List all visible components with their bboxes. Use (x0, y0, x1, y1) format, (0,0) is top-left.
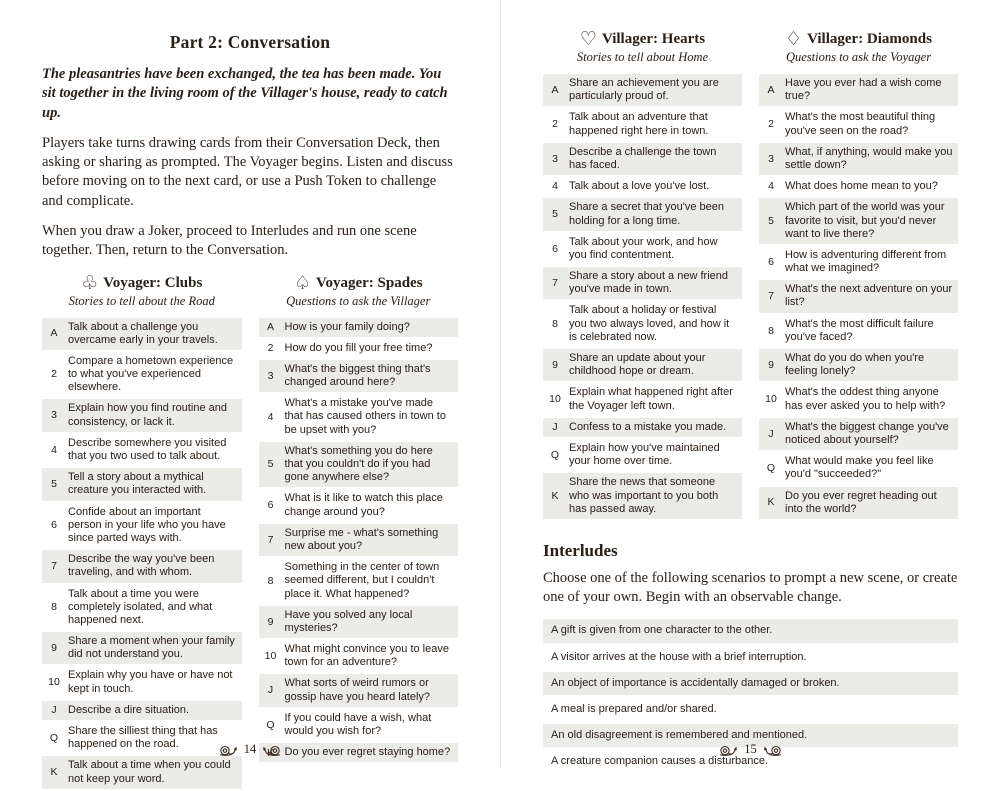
card-row (759, 452, 958, 484)
page-title: Part 2: Conversation (169, 32, 331, 52)
card-row (259, 489, 459, 521)
card-prompt: Tell a story about a mythical creature you interacted with. (68, 471, 207, 497)
card-row (259, 606, 459, 638)
card-rank: 4 (768, 180, 774, 193)
card-row (259, 339, 459, 358)
interlude-row (543, 672, 958, 695)
deck-subtitle: Questions to ask the Villager (286, 293, 431, 308)
card-rank: 7 (51, 560, 57, 573)
deck-title: Villager: Hearts (601, 31, 706, 47)
card-prompt: Describe a dire situation. (68, 703, 190, 716)
card-rank: 4 (267, 410, 274, 423)
deck-columns-right (543, 30, 958, 521)
page-number: 14 (243, 742, 257, 756)
card-row (759, 198, 958, 244)
card-row (759, 383, 958, 415)
card-prompt: Describe the way you've been traveling, and with whom. (68, 553, 215, 579)
card-row (543, 439, 742, 471)
card-rank: 9 (51, 641, 57, 654)
card-rank: 5 (768, 214, 774, 227)
interlude-row (543, 646, 958, 669)
card-rank: 6 (267, 499, 274, 512)
card-prompt: Share an update about your childhood hope or dream. (569, 352, 706, 378)
card-row (759, 315, 958, 347)
card-row (543, 74, 742, 106)
card-prompt: What does home mean to you? (785, 180, 938, 193)
interludes-title: Interludes (543, 540, 618, 560)
card-rank: 5 (51, 478, 57, 491)
card-prompt-list (259, 318, 459, 763)
interludes-section (543, 541, 958, 774)
card-rank: A (266, 320, 274, 333)
card-row (543, 198, 742, 230)
card-rank: 9 (267, 615, 274, 628)
deck-header (759, 30, 958, 65)
card-row (543, 267, 742, 299)
card-row (759, 143, 958, 175)
card-prompt: What's the next adventure on your list? (785, 283, 953, 309)
card-rank: 7 (768, 290, 774, 303)
card-prompt: Share a story about a new friend you've made in town. (569, 270, 728, 296)
card-prompt: If you could have a wish, what would you wish for? (284, 711, 432, 738)
scenario-text: A gift is given from one character to the other. (551, 624, 773, 637)
deck-voyager-spades (259, 271, 459, 791)
card-prompt: Talk about a time when you could not keep your word. (68, 759, 231, 785)
card-rank: 9 (768, 358, 774, 371)
card-prompt: Talk about an adventure that happened right here in town. (569, 111, 709, 137)
card-rank: J (51, 704, 57, 717)
card-rank: K (551, 489, 559, 502)
card-rank: 3 (51, 409, 57, 422)
card-prompt: Which part of the world was your favorite to visit, but you'd never want to live there? (785, 201, 945, 240)
card-prompt: Confide about an important person in your life who you have since parted ways with. (68, 505, 226, 544)
card-row (42, 399, 242, 431)
card-prompt: Talk about a love you've lost. (569, 180, 710, 193)
spade-suit-icon: ♤ (293, 271, 311, 294)
card-prompt: Talk about a challenge you overcame early in your travels. (68, 320, 218, 346)
card-rank: 2 (768, 118, 774, 131)
deck-title-row (259, 271, 459, 294)
card-prompt: Have you ever had a wish come true? (785, 77, 942, 103)
card-rank: A (767, 83, 775, 96)
card-row (259, 558, 459, 604)
card-row (543, 473, 742, 519)
card-prompt: What is it like to watch this place change around you? (284, 492, 443, 518)
deck-voyager-clubs (42, 271, 242, 791)
card-row (42, 318, 242, 350)
card-row (543, 143, 742, 175)
deck-title-row (42, 271, 242, 294)
card-rank: 3 (267, 369, 274, 382)
card-prompt: What, if anything, would make you settle down? (785, 145, 953, 171)
card-rank: 8 (768, 324, 774, 337)
card-rank: 2 (267, 342, 274, 355)
page-number: 15 (744, 742, 757, 756)
card-prompt: Share a secret that you've been holding for a long time. (569, 201, 724, 227)
card-prompt: Explain how you've maintained your home over time. (569, 441, 720, 468)
card-rank: 4 (51, 443, 57, 456)
card-rank: 8 (267, 574, 274, 587)
card-rank: 10 (549, 393, 561, 406)
rules-paragraph-1: Players take turns drawing cards from their Conversation Deck, then asking or sharing as prompted. The Voyager begins. Listen and discuss before moving on to the next card, or use a Push Token to challenge and complicate. (42, 134, 453, 209)
card-row (259, 360, 459, 392)
card-row (42, 550, 242, 582)
card-row (259, 442, 459, 488)
card-prompt: What's the biggest change you've noticed about yourself? (785, 420, 949, 446)
snail-ornament-icon (263, 744, 282, 756)
card-rank: 4 (552, 180, 558, 193)
card-rank: 10 (48, 676, 60, 689)
card-row (259, 394, 459, 440)
card-rank: K (266, 746, 274, 759)
card-prompt: Share an achievement you are particularly proud of. (569, 77, 719, 103)
card-rank: 8 (51, 601, 57, 614)
scenario-text: A creature companion causes a disturbance. (551, 755, 769, 768)
card-rank: 7 (552, 276, 558, 289)
snail-ornament-icon (218, 744, 237, 756)
deck-title: Voyager: Clubs (103, 274, 203, 291)
card-rank: 9 (552, 358, 558, 371)
card-rank: 2 (552, 118, 558, 131)
intro-paragraph: The pleasantries have been exchanged, the tea has been made. You sit together in the living room of the Villager's house, ready to catch up. (42, 66, 448, 121)
scenario-text: A meal is prepared and/or shared. (551, 703, 717, 715)
card-row (759, 349, 958, 381)
card-rank: A (50, 327, 58, 340)
card-row (42, 632, 242, 664)
card-rank: Q (49, 731, 59, 744)
card-rank: A (551, 83, 559, 96)
deck-title-row (759, 30, 958, 49)
card-prompt-list (42, 318, 242, 789)
scenario-text: An object of importance is accidentally damaged or broken. (551, 676, 840, 689)
deck-villager-diamonds (759, 30, 958, 521)
card-row (543, 418, 742, 437)
card-prompt: How do you fill your free time? (284, 341, 433, 354)
card-prompt: Something in the center of town seemed different, but I couldn't place it. What happened? (284, 561, 440, 600)
card-rank: K (50, 766, 58, 779)
card-row (42, 666, 242, 698)
card-rank: Q (550, 448, 560, 461)
club-suit-icon: ♧ (81, 271, 99, 294)
diamond-suit-icon: ♢ (785, 28, 803, 50)
card-row (259, 709, 459, 741)
card-prompt: What's the most beautiful thing you've seen on the road? (785, 111, 936, 137)
card-prompt: What's the biggest thing that's changed around here? (284, 362, 431, 389)
card-row (543, 233, 742, 265)
card-row (42, 434, 242, 466)
card-prompt: Compare a hometown experience to what you've experienced elsewhere. (68, 354, 234, 394)
card-prompt: Surprise me - what's something new about you? (284, 526, 439, 552)
card-prompt: Confess to a mistake you made. (569, 420, 727, 433)
card-row (759, 108, 958, 140)
deck-subtitle: Stories to tell about the Road (68, 293, 215, 308)
card-rank: 6 (552, 242, 558, 255)
card-row (759, 418, 958, 450)
card-rank: 6 (51, 519, 57, 532)
deck-columns-left (42, 271, 458, 791)
card-prompt: Share the silliest thing that has happened on the road. (68, 725, 218, 751)
card-rank: 8 (552, 317, 558, 330)
page-footer (501, 742, 1000, 757)
deck-title: Voyager: Spades (316, 274, 423, 291)
card-prompt: Talk about a time you were completely isolated, and what happened next. (68, 587, 213, 626)
deck-subtitle: Stories to tell about Home (576, 50, 709, 64)
card-prompt: Share the news that someone who was important to you both has passed away. (569, 476, 719, 515)
card-row (759, 177, 958, 196)
card-row (543, 349, 742, 381)
card-rank: J (768, 427, 774, 440)
card-rank: 10 (264, 649, 277, 662)
interlude-row (543, 698, 958, 721)
page-right (500, 0, 1000, 769)
card-prompt: Describe somewhere you visited that you two used to talk about. (68, 436, 227, 463)
card-rank: Q (266, 718, 275, 731)
card-prompt: What's the oddest thing anyone has ever asked you to help with? (785, 386, 946, 412)
card-rank: 7 (267, 533, 274, 546)
card-prompt: Share a moment when your family did not understand you. (68, 635, 235, 661)
card-row (259, 640, 459, 672)
card-row (759, 74, 958, 106)
card-prompt: What sorts of weird rumors or gossip have you heard lately? (284, 677, 431, 703)
snail-ornament-icon (718, 744, 737, 756)
snail-ornament-icon (764, 744, 783, 756)
card-prompt: How is your family doing? (284, 320, 410, 333)
card-rank: 2 (51, 368, 57, 381)
card-row (759, 487, 958, 519)
deck-title: Villager: Diamonds (807, 31, 932, 47)
card-rank: 3 (552, 152, 558, 165)
card-prompt: What's something you do here that you couldn't do if you had gone anywhere else? (284, 444, 433, 484)
page-left (0, 0, 500, 785)
interludes-intro: Choose one of the following scenarios to prompt a new scene, or create one of your own. Begin with an observable change. (543, 569, 958, 606)
deck-villager-hearts (543, 30, 742, 521)
scenario-text: An old disagreement is remembered and mentioned. (551, 729, 808, 742)
card-rank: J (267, 684, 274, 697)
card-prompt: How is adventuring different from what we imagined? (785, 248, 947, 275)
card-rank: Q (766, 462, 776, 475)
card-prompt: What's the most difficult failure you've faced? (785, 317, 934, 343)
card-prompt-list (543, 74, 742, 519)
card-prompt: What do you do when you're feeling lonely? (785, 352, 925, 378)
card-rank: 10 (765, 393, 777, 406)
card-rank: 6 (768, 255, 774, 268)
card-prompt: Do you ever regret heading out into the world? (785, 489, 937, 515)
card-prompt: Explain why you have or have not kept in touch. (68, 669, 233, 695)
card-prompt-list (759, 74, 958, 519)
card-prompt: Do you ever regret staying home? (284, 746, 451, 759)
card-row (759, 280, 958, 312)
card-row (42, 585, 242, 631)
card-row (543, 108, 742, 140)
card-row (42, 756, 242, 788)
card-prompt: Talk about your work, and how you find contentment. (569, 235, 718, 261)
interlude-row (543, 619, 958, 642)
rules-paragraph-2: When you draw a Joker, proceed to Interludes and run one scene together. Then, return to the Conversation. (42, 222, 417, 259)
scenario-text: A visitor arrives at the house with a brief interruption. (551, 650, 807, 663)
deck-subtitle: Questions to ask the Voyager (785, 50, 932, 64)
card-row (42, 352, 242, 398)
card-row (259, 524, 459, 556)
card-row (543, 177, 742, 196)
card-row (42, 503, 242, 549)
card-row (259, 674, 459, 706)
heart-suit-icon: ♡ (579, 28, 597, 50)
card-rank: J (552, 421, 558, 434)
deck-header (42, 271, 242, 309)
card-rank: 5 (267, 458, 274, 471)
card-prompt: Describe a challenge the town has faced. (569, 145, 717, 171)
card-prompt: What would make you feel like you'd "succeeded?" (785, 455, 934, 481)
card-prompt: What's a mistake you've made that has caused others in town to be upset with you? (284, 397, 446, 436)
card-rank: 5 (552, 208, 558, 221)
deck-title-row (543, 30, 742, 49)
card-prompt: Explain how you find routine and consistency, or lack it. (68, 402, 227, 428)
card-row (759, 246, 958, 278)
card-row (42, 468, 242, 500)
card-prompt: Have you solved any local mysteries? (284, 608, 413, 634)
card-rank: 3 (768, 152, 774, 165)
card-row (42, 701, 242, 720)
deck-header (259, 271, 459, 309)
card-rank: K (767, 496, 775, 509)
page-footer (0, 742, 500, 757)
card-prompt: Talk about a holiday or festival you two always loved, and how it is celebrated now. (569, 304, 730, 343)
card-prompt: Explain what happened right after the Voyager left town. (569, 386, 733, 412)
deck-header (543, 30, 742, 65)
card-row (259, 318, 459, 337)
card-row (543, 301, 742, 347)
card-row (543, 383, 742, 415)
card-prompt: What might convince you to leave town for an adventure? (284, 643, 449, 669)
